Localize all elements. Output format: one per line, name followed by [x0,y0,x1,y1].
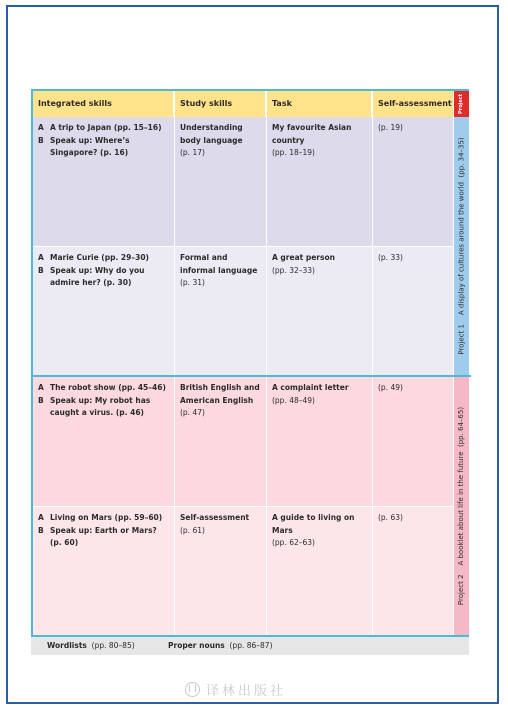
study-skills-cell: Self-assessment (p. 61) [180,513,250,535]
header-self-assessment: Self-assessment [373,91,453,117]
project-1-sidebar [454,117,469,375]
integrated-skills-cell: A Living on Mars (pp. 59–60) B Speak up: Earth or Mars? (p. 60) [33,507,173,635]
study-skills-cell: Formal and informal language (p. 31) [180,253,258,287]
project-2-sidebar [454,377,469,635]
contents-table [31,89,469,637]
proper-nouns-entry: Proper nouns (pp. 86–87) [168,641,273,650]
header-study-skills: Study skills [175,91,265,117]
header-task: Task [267,91,371,117]
task-cell: My favourite Asian country (pp. 18–19) [272,123,352,157]
header-project: Project [454,91,469,117]
task-cell: A complaint letter (pp. 48–49) [272,383,349,405]
self-assessment-cell: (p. 49) [378,383,403,392]
integrated-skills-cell: A The robot show (pp. 45–46) B Speak up: My robot has caught a virus. (p. 46) [33,377,173,506]
unit-row-3 [33,377,453,506]
unit-row-2 [33,246,453,375]
integrated-skills-cell: A A trip to Japan (pp. 15–16) B Speak up: Where’s Singapore? (p. 16) [33,117,173,246]
task-cell: A great person (pp. 32–33) [272,253,335,275]
self-assessment-cell: (p. 63) [378,513,403,522]
integrated-skills-cell: A Marie Curie (pp. 29–30) B Speak up: Why do you admire her? (p. 30) [33,247,173,375]
study-skills-cell: British English and American English (p. 47) [180,383,260,417]
integrated-skill-b: Speak up: Earth or Mars? (p. 60) [50,525,157,547]
integrated-skill-a: A trip to Japan (pp. 15–16) [50,123,162,132]
integrated-skill-a: The robot show (pp. 45–46) [50,383,166,392]
integrated-skill-b: Speak up: My robot has caught a virus. (p. 46) [50,395,151,417]
publisher-logo-icon [185,682,200,697]
study-skills-cell: Understanding body language (p. 17) [180,123,243,157]
unit-row-4 [33,506,453,635]
integrated-skill-a: Living on Mars (pp. 59–60) [50,513,163,522]
self-assessment-cell: (p. 19) [378,123,403,132]
unit-row-1 [33,117,453,246]
footer-bar [31,637,469,655]
publisher-watermark: 译林出版社 [185,680,286,699]
wordlists-entry: Wordlists (pp. 80–85) [47,641,135,650]
header-integrated-skills: Integrated skills [33,91,173,117]
integrated-skill-a: Marie Curie (pp. 29–30) [50,253,149,262]
self-assessment-cell: (p. 33) [378,253,403,262]
integrated-skill-b: Speak up: Why do you admire her? (p. 30) [50,265,145,287]
project-1-label: Project 1 A display of cultures around the world (pp. 34–35) [457,137,466,355]
integrated-skill-b: Speak up: Where’s Singapore? (p. 16) [50,135,130,157]
task-cell: A guide to living on Mars (pp. 62–63) [272,513,355,547]
project-2-label: Project 2 A booklet about life in the future (pp. 64–65) [457,406,466,606]
